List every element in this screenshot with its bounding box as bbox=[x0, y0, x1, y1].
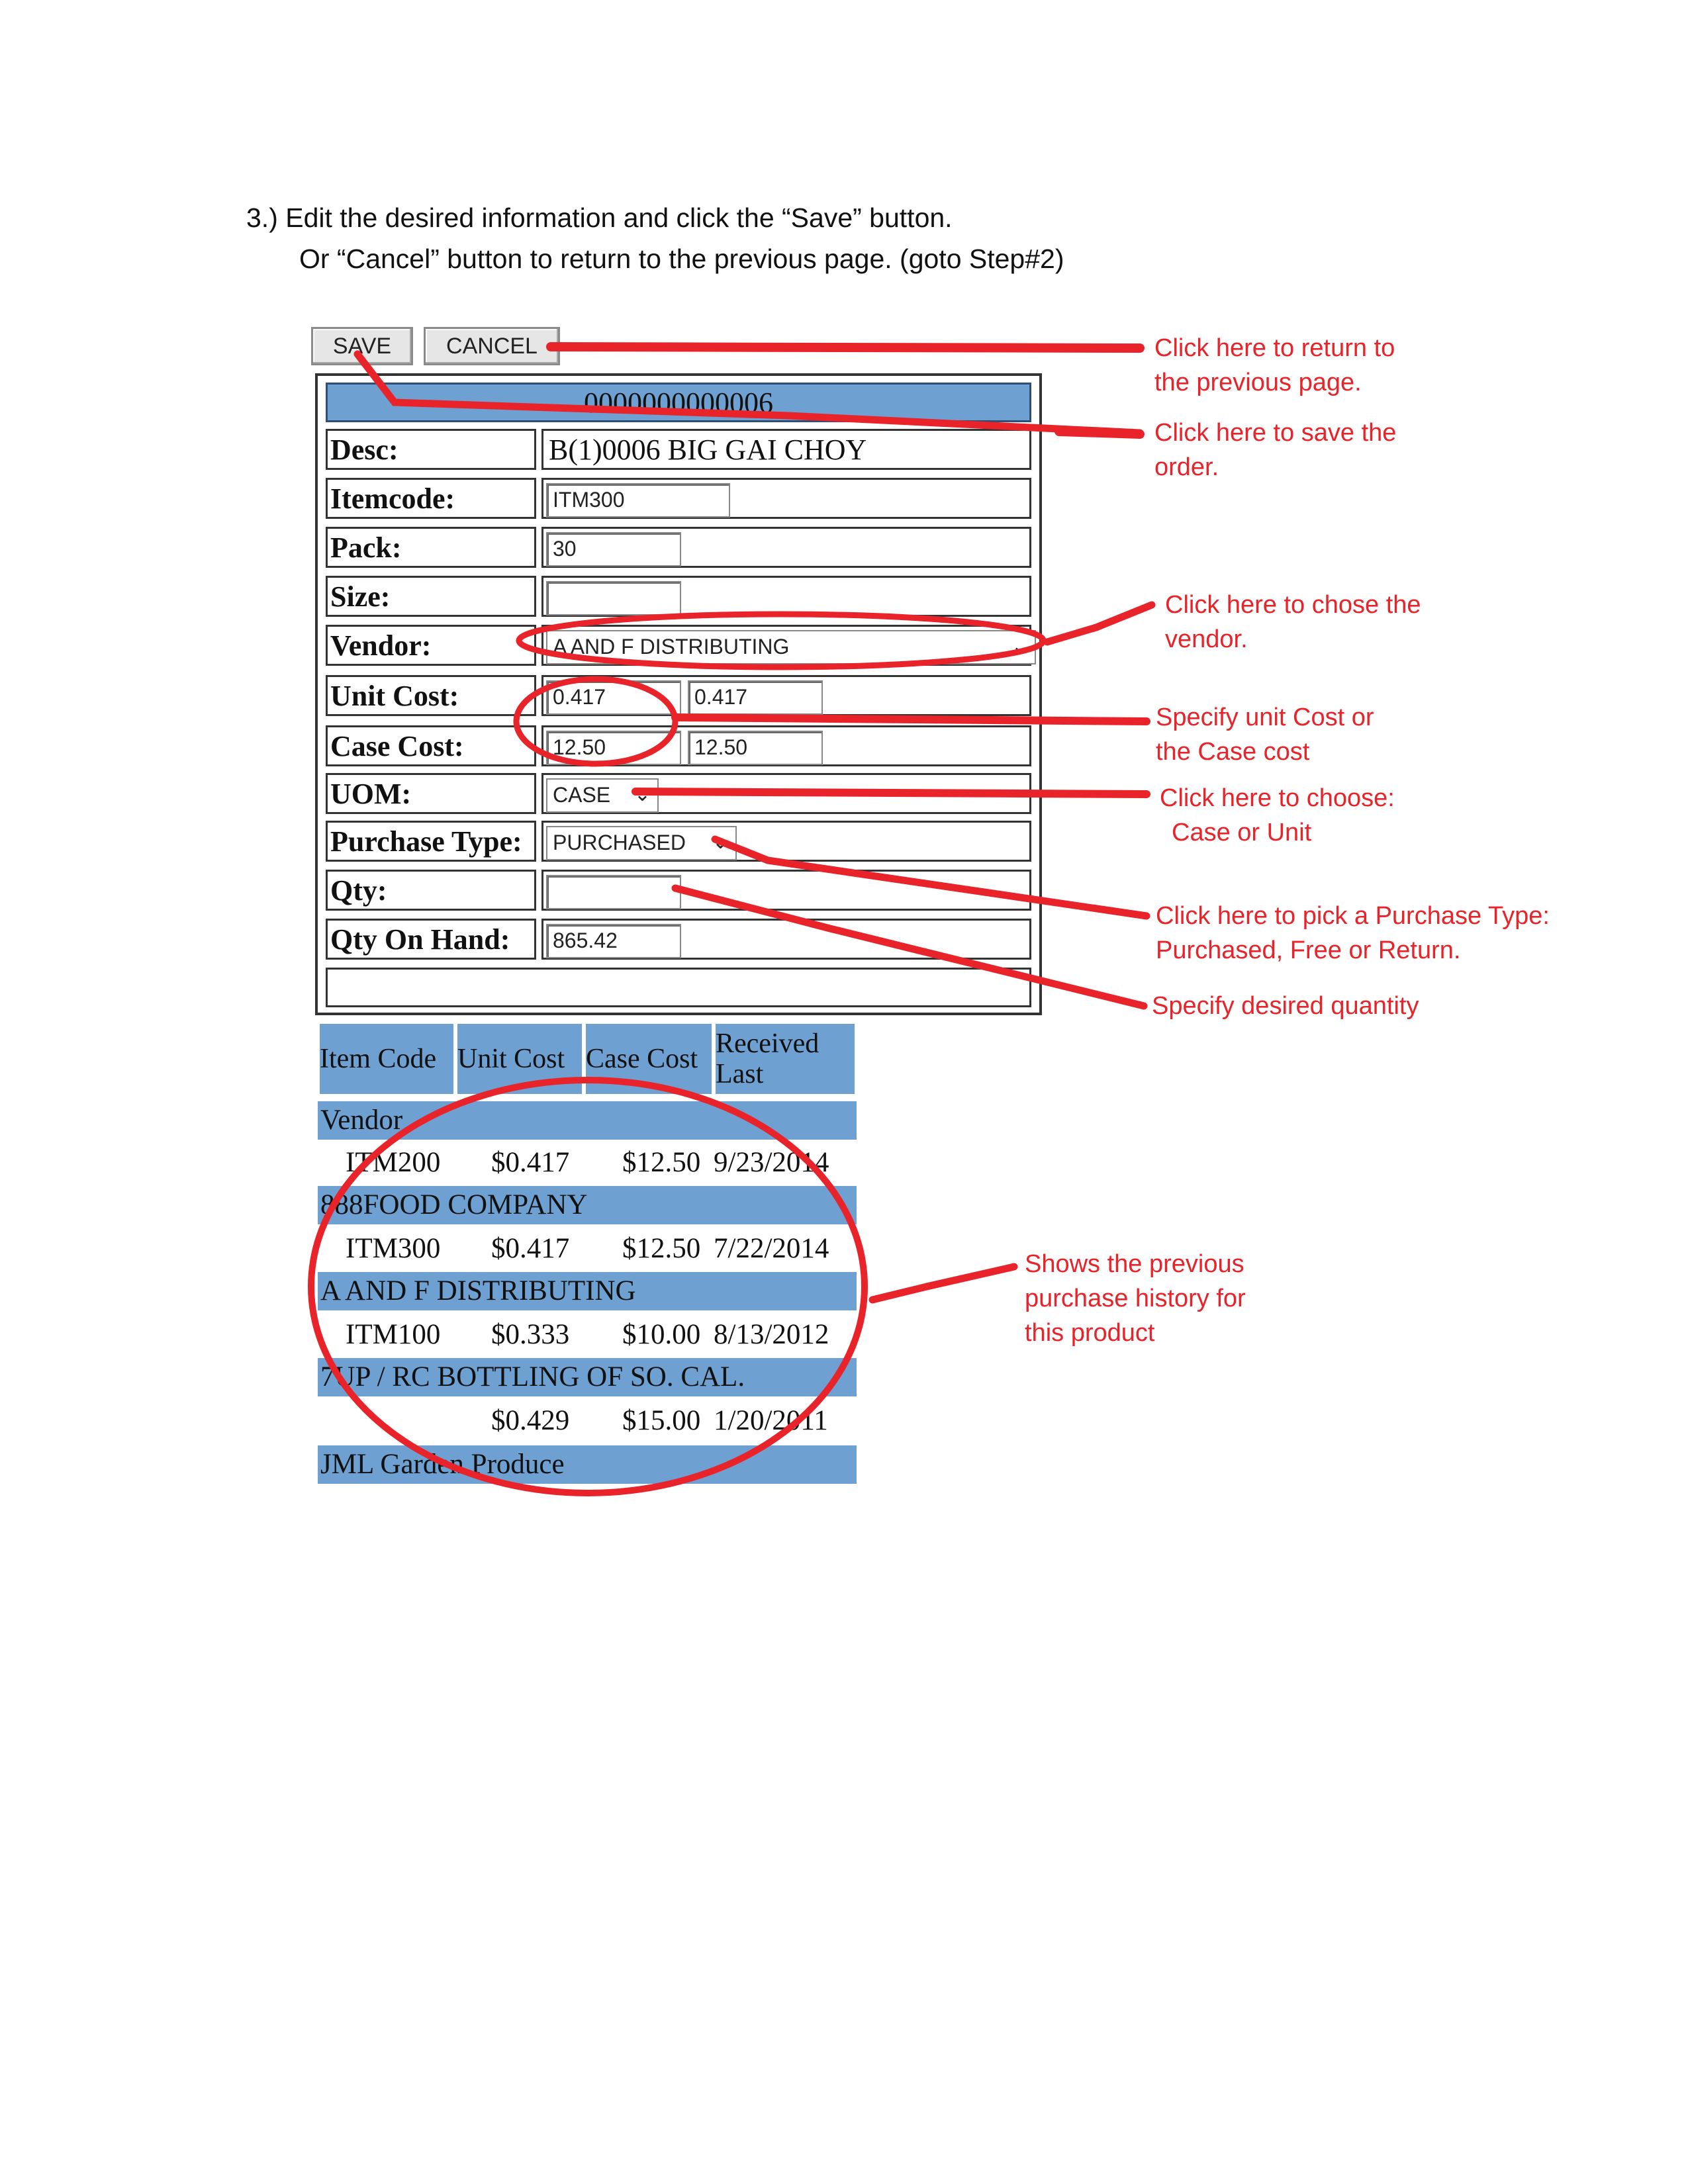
annotation-cancel: Click here to return to the previous page. bbox=[1154, 334, 1395, 396]
form-header: 0000000000006 bbox=[326, 383, 1031, 422]
desc-label: Desc: bbox=[326, 429, 536, 470]
history-case-cost: $12.50 bbox=[622, 1233, 701, 1264]
pack-cell bbox=[541, 527, 1031, 568]
annotation-cost: Specify unit Cost or the Case cost bbox=[1156, 704, 1374, 766]
purchase-type-label: Purchase Type: bbox=[326, 821, 536, 862]
unit-cost-cell bbox=[541, 675, 1031, 716]
history-unit-cost: $0.417 bbox=[491, 1233, 570, 1264]
purchase-type-row bbox=[326, 821, 1031, 862]
history-case-cost: $12.50 bbox=[622, 1147, 701, 1178]
qty-label: Qty: bbox=[326, 870, 536, 911]
purchase-type-select-value: PURCHASED bbox=[553, 831, 686, 854]
pack-input[interactable]: 30 bbox=[546, 532, 681, 567]
history-unit-cost: $0.417 bbox=[491, 1147, 570, 1178]
qty-on-hand-row bbox=[326, 919, 1031, 960]
history-arrow bbox=[872, 1267, 1014, 1300]
case-cost-row bbox=[326, 725, 1031, 766]
qty-on-hand-label: Qty On Hand: bbox=[326, 919, 536, 960]
purchase-type-cell bbox=[541, 821, 1031, 862]
column-header-item-code: Item Code bbox=[318, 1022, 455, 1096]
case-cost-input[interactable]: 12.50 bbox=[546, 731, 681, 765]
annotation-vendor: Click here to chose the vendor. bbox=[1165, 591, 1421, 653]
history-item-code: ITM300 bbox=[346, 1233, 441, 1264]
chevron-down-icon: ⌄ bbox=[712, 831, 729, 853]
itemcode-row bbox=[326, 478, 1031, 519]
size-row bbox=[326, 576, 1031, 617]
cancel-button[interactable]: CANCEL bbox=[424, 327, 560, 365]
annotation-purchase-type: Click here to pick a Purchase Type: Purchased, Free or Return. bbox=[1156, 902, 1550, 964]
purchase-type-select[interactable] bbox=[546, 826, 737, 860]
vendor-arrow bbox=[1047, 605, 1152, 642]
qty-on-hand-cell bbox=[541, 919, 1031, 960]
size-cell bbox=[541, 576, 1031, 617]
uom-cell bbox=[541, 773, 1031, 814]
desc-value: B(1)0006 BIG GAI CHOY bbox=[541, 429, 1031, 470]
unit-cost-alt-input[interactable]: 0.417 bbox=[688, 680, 823, 715]
save-arrow-head bbox=[1059, 432, 1140, 434]
qty-input[interactable] bbox=[546, 875, 681, 909]
column-header-received-last: Received Last bbox=[714, 1022, 857, 1096]
empty-row bbox=[326, 968, 1031, 1007]
column-header-case-cost: Case Cost bbox=[584, 1022, 714, 1096]
vendor-label: Vendor: bbox=[326, 625, 536, 666]
itemcode-cell bbox=[541, 478, 1031, 519]
case-cost-alt-input[interactable]: 12.50 bbox=[688, 731, 823, 765]
history-item-code: ITM100 bbox=[346, 1319, 441, 1350]
vendor-select-value: A AND F DISTRIBUTING bbox=[553, 635, 790, 659]
history-case-cost: $10.00 bbox=[622, 1319, 701, 1350]
vendor-band-header: Vendor bbox=[318, 1101, 857, 1140]
instruction-text bbox=[246, 197, 1064, 279]
cancel-arrow bbox=[551, 347, 1140, 348]
history-date: 9/23/2014 bbox=[714, 1147, 829, 1178]
chevron-down-icon: ⌄ bbox=[1011, 635, 1028, 657]
uom-select[interactable] bbox=[546, 778, 659, 813]
save-button[interactable]: SAVE bbox=[311, 327, 413, 365]
history-vendor: 888FOOD COMPANY bbox=[318, 1186, 857, 1224]
chevron-down-icon: ⌄ bbox=[633, 784, 651, 805]
history-unit-cost: $0.429 bbox=[491, 1405, 570, 1436]
item-edit-form bbox=[315, 373, 1042, 1015]
column-header-unit-cost: Unit Cost bbox=[455, 1022, 584, 1096]
unit-cost-row bbox=[326, 675, 1031, 716]
unit-cost-input[interactable]: 0.417 bbox=[546, 680, 681, 715]
vendor-cell bbox=[541, 625, 1031, 666]
qty-row bbox=[326, 870, 1031, 911]
uom-select-value: CASE bbox=[553, 783, 611, 807]
annotation-save: Click here to save the order. bbox=[1154, 419, 1397, 481]
history-date: 8/13/2012 bbox=[714, 1319, 829, 1350]
history-vendor: JML Garden Produce bbox=[318, 1445, 857, 1484]
instruction-line-1: 3.) Edit the desired information and click the “Save” button. bbox=[246, 203, 953, 233]
itemcode-input[interactable]: ITM300 bbox=[546, 483, 730, 518]
pack-label: Pack: bbox=[326, 527, 536, 568]
pack-row bbox=[326, 527, 1031, 568]
case-cost-label: Case Cost: bbox=[326, 725, 536, 766]
annotation-uom: Click here to choose: Case or Unit bbox=[1160, 784, 1395, 846]
size-label: Size: bbox=[326, 576, 536, 617]
history-vendor: 7UP / RC BOTTLING OF SO. CAL. bbox=[318, 1358, 857, 1396]
uom-label: UOM: bbox=[326, 773, 536, 814]
annotation-history: Shows the previous purchase history for this product bbox=[1025, 1250, 1246, 1347]
vendor-select[interactable] bbox=[546, 630, 1036, 664]
history-unit-cost: $0.333 bbox=[491, 1319, 570, 1350]
uom-row bbox=[326, 773, 1031, 814]
history-date: 7/22/2014 bbox=[714, 1233, 829, 1264]
qty-cell bbox=[541, 870, 1031, 911]
qty-on-hand-input[interactable]: 865.42 bbox=[546, 924, 681, 958]
case-cost-cell bbox=[541, 725, 1031, 766]
history-case-cost: $15.00 bbox=[622, 1405, 701, 1436]
itemcode-label: Itemcode: bbox=[326, 478, 536, 519]
annotation-qty: Specify desired quantity bbox=[1152, 992, 1419, 1020]
vendor-row bbox=[326, 625, 1031, 666]
history-item-code: ITM200 bbox=[346, 1147, 441, 1178]
unit-cost-label: Unit Cost: bbox=[326, 675, 536, 716]
history-date: 1/20/2011 bbox=[714, 1405, 828, 1436]
instruction-line-2: Or “Cancel” button to return to the previous page. (goto Step#2) bbox=[299, 244, 1064, 274]
size-input[interactable] bbox=[546, 581, 681, 615]
desc-row bbox=[326, 429, 1031, 470]
history-vendor: A AND F DISTRIBUTING bbox=[318, 1272, 857, 1310]
